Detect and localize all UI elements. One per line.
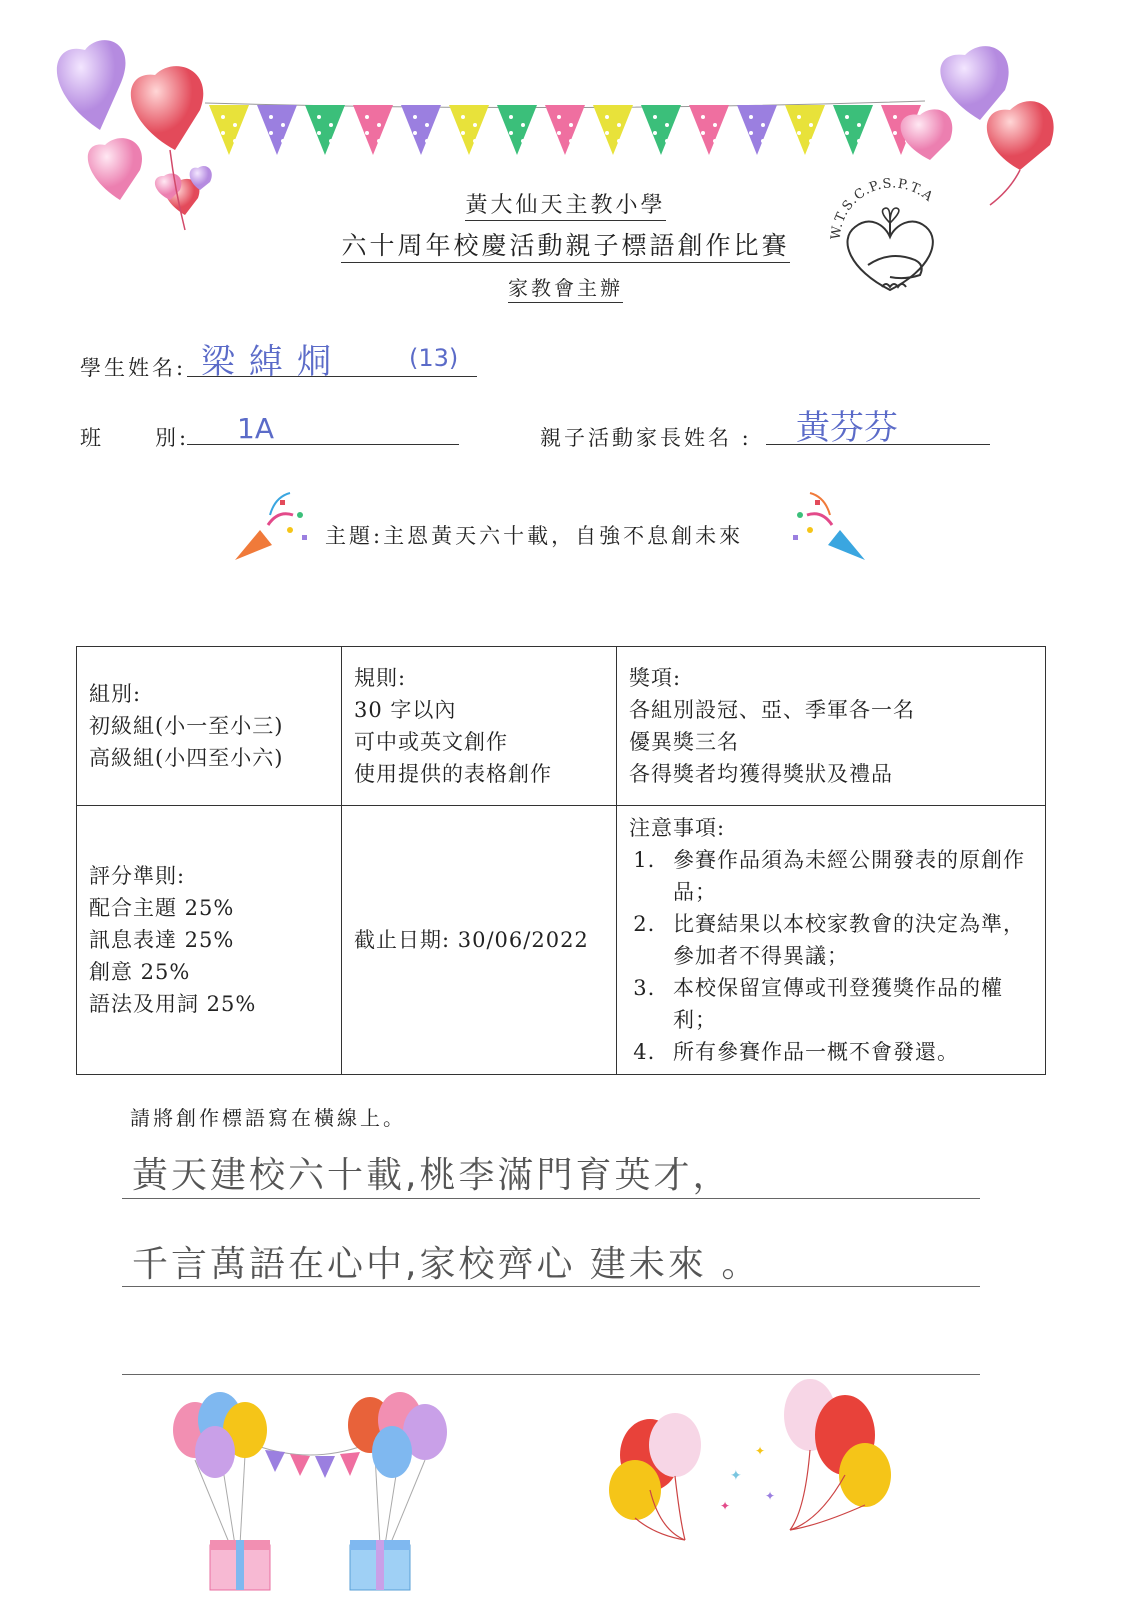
bunting-dot: [377, 123, 381, 127]
slogan-line-1: 黃天建校六十載,桃李滿門育英才，: [132, 1155, 732, 1196]
bunting-dot: [269, 131, 273, 135]
notes-item: 2. 比賽結果以本校家教會的決定為準，參加者不得異議；: [663, 908, 1033, 972]
bunting-dot: [473, 139, 477, 143]
bunting-dot: [281, 123, 285, 127]
bunting-dot: [617, 139, 621, 143]
prizes-title: 獎項:: [629, 666, 682, 690]
notes-title: 注意事項:: [629, 816, 726, 840]
bunting-dot: [425, 139, 429, 143]
bunting-dot: [845, 131, 849, 135]
bunting-dot: [557, 131, 561, 135]
rules-line: 可中或英文創作: [354, 730, 508, 754]
prizes-line: 各得獎者均獲得獎狀及禮品: [629, 762, 893, 786]
criteria-title: 評分準則:: [89, 864, 186, 888]
bunting-dot: [761, 123, 765, 127]
bunting-dot: [473, 123, 477, 127]
bunting-flag: [497, 105, 537, 155]
bunting-flag: [737, 105, 777, 155]
bunting-dot: [461, 115, 465, 119]
class-label-2: 別:: [155, 426, 190, 450]
organizer: 家教會主辦: [0, 272, 1131, 301]
bunting-dot: [509, 131, 513, 135]
bunting-dot: [461, 131, 465, 135]
bunting-flag: [689, 105, 729, 155]
groups-line: 初級組(小一至小三): [89, 714, 284, 738]
notes-list: [629, 844, 1033, 1068]
svg-text:✦: ✦: [730, 1468, 742, 1484]
bunting-flags-decoration: [205, 95, 925, 175]
bunting-dot: [425, 123, 429, 127]
bunting-dot: [521, 139, 525, 143]
bunting-dot: [809, 123, 813, 127]
student-name-field[interactable]: [187, 340, 477, 382]
bunting-flag: [209, 105, 249, 155]
pta-logo: [820, 165, 960, 305]
svg-text:✦: ✦: [720, 1499, 731, 1513]
bunting-dot: [365, 115, 369, 119]
deadline-cell: [342, 806, 617, 1075]
party-popper-left-icon: [230, 485, 320, 565]
svg-text:✦: ✦: [765, 1489, 776, 1503]
criteria-line: 語法及用詞 25%: [89, 992, 257, 1016]
bunting-dot: [569, 123, 573, 127]
bunting-dot: [713, 139, 717, 143]
bunting-dot: [329, 123, 333, 127]
bunting-dot: [509, 115, 513, 119]
bunting-flag: [449, 105, 489, 155]
bunting-dot: [221, 115, 225, 119]
class-label-1: 班: [80, 426, 104, 450]
criteria-line: 創意 25%: [89, 960, 191, 984]
groups-title: 組別:: [89, 682, 142, 706]
party-balloons-decoration: [580, 1370, 900, 1570]
bunting-flag: [593, 105, 633, 155]
writing-line[interactable]: [122, 1198, 980, 1199]
bunting-dot: [701, 131, 705, 135]
bunting-dot: [569, 139, 573, 143]
bunting-dot: [617, 123, 621, 127]
bunting-dot: [317, 131, 321, 135]
student-name-label: 學生姓名:: [80, 356, 187, 380]
logo-arc-text: W.T.S.C.P.S.P.T.A: [828, 176, 937, 241]
school-name: 黃大仙天主教小學: [0, 188, 1131, 219]
bunting-dot: [365, 131, 369, 135]
bunting-dot: [269, 115, 273, 119]
rules-title: 規則:: [354, 666, 407, 690]
notes-item: 1. 參賽作品須為未經公開發表的原創作品；: [663, 844, 1033, 908]
bunting-dot: [557, 115, 561, 119]
bunting-dot: [233, 139, 237, 143]
bunting-dot: [653, 115, 657, 119]
groups-cell: [77, 647, 342, 806]
bunting-dot: [605, 115, 609, 119]
rules-line: 使用提供的表格創作: [354, 762, 552, 786]
criteria-line: 訊息表達 25%: [89, 928, 235, 952]
class-value: 1A: [237, 412, 274, 445]
rules-table: [76, 646, 1046, 1075]
bunting-dot: [857, 123, 861, 127]
party-popper-right-icon: [780, 485, 870, 565]
bunting-dot: [749, 115, 753, 119]
bunting-dot: [713, 123, 717, 127]
bunting-dot: [809, 139, 813, 143]
notes-item: 4. 所有參賽作品一概不會發還。: [663, 1036, 1033, 1068]
student-number-value: (13): [409, 344, 459, 372]
parent-name-value: 黃芬芬: [796, 408, 898, 448]
bunting-dot: [797, 131, 801, 135]
gift-balloons-decoration: [160, 1390, 460, 1595]
svg-text:W.T.S.C.P.S.P.T.A: [829, 176, 936, 240]
theme-text: 主題:主恩黃天六十載，自強不息創未來: [325, 524, 744, 548]
notes-cell: [617, 806, 1046, 1075]
bunting-flag: [833, 105, 873, 155]
rules-cell: [342, 647, 617, 806]
bunting-dot: [233, 123, 237, 127]
bunting-dot: [221, 131, 225, 135]
parent-name-label: 親子活動家長姓名 :: [540, 426, 752, 450]
bunting-dot: [329, 139, 333, 143]
bunting-dot: [797, 115, 801, 119]
bunting-flag: [545, 105, 585, 155]
bunting-flag: [785, 105, 825, 155]
class-field[interactable]: [187, 412, 459, 445]
criteria-line: 配合主題 25%: [89, 896, 235, 920]
svg-text:✦: ✦: [755, 1444, 766, 1458]
deadline-text: 截止日期: 30/06/2022: [354, 928, 589, 952]
event-title: 六十周年校慶活動親子標語創作比賽: [0, 226, 1131, 262]
groups-line: 高級組(小四至小六): [89, 746, 284, 770]
prizes-line: 優異獎三名: [629, 730, 739, 754]
bunting-dot: [857, 139, 861, 143]
bunting-dot: [665, 123, 669, 127]
bunting-dot: [653, 131, 657, 135]
rules-line: 30 字以內: [354, 698, 457, 722]
bunting-flag: [353, 105, 393, 155]
bunting-dot: [317, 115, 321, 119]
bunting-dot: [377, 139, 381, 143]
bunting-dot: [521, 123, 525, 127]
bunting-dot: [413, 115, 417, 119]
writing-line[interactable]: [122, 1286, 980, 1287]
prizes-line: 各組別設冠、亞、季軍各一名: [629, 698, 915, 722]
bunting-dot: [605, 131, 609, 135]
bunting-dot: [413, 131, 417, 135]
bunting-dot: [665, 139, 669, 143]
bunting-flag: [401, 105, 441, 155]
prizes-cell: [617, 647, 1046, 806]
bunting-dot: [749, 131, 753, 135]
instruction-text: 請將創作標語寫在橫線上。: [130, 1106, 406, 1130]
notes-item: 3. 本校保留宣傳或刊登獲獎作品的權利；: [663, 972, 1033, 1036]
bunting-dot: [281, 139, 285, 143]
bunting-dot: [761, 139, 765, 143]
student-name-value: 梁綽烔: [201, 342, 345, 382]
bunting-flag: [641, 105, 681, 155]
bunting-dot: [701, 115, 705, 119]
criteria-cell: [77, 806, 342, 1075]
bunting-flag: [257, 105, 297, 155]
slogan-line-2: 千言萬語在心中,家校齊心 建未來 。: [132, 1244, 761, 1285]
parent-name-field[interactable]: [766, 408, 990, 448]
bunting-dot: [845, 115, 849, 119]
bunting-flag: [305, 105, 345, 155]
